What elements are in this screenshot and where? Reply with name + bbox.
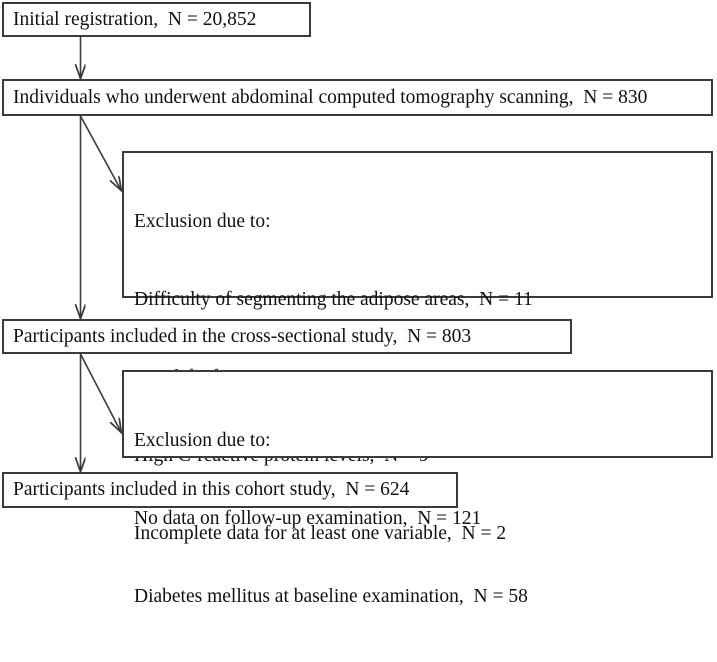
exclusion-1-heading: Exclusion due to: (134, 211, 271, 232)
connector-cross-sectional-to-exclusion-2 (81, 354, 122, 432)
node-abdominal-ct-scanning (2, 79, 713, 116)
connector-ct-to-exclusion-1 (81, 116, 122, 190)
exclusion-2-heading: Exclusion due to: (134, 430, 271, 451)
node-cohort-study-label: Participants included in this cohort study, N = 624 (13, 479, 410, 500)
node-abdominal-ct-scanning-label: Individuals who underwent abdominal computed tomography scanning, N = 830 (13, 86, 648, 108)
node-cross-sectional-study-label: Participants included in the cross-sectional study, N = 803 (13, 325, 472, 347)
node-initial-registration-label: Initial registration, N = 20,852 (13, 8, 257, 30)
exclusion-1-item-4: Incomplete data for at least one variable, N = 2 (134, 523, 507, 544)
node-cross-sectional-study (2, 319, 572, 354)
exclusion-2-item-2: Diabetes mellitus at baseline examination, N = 58 (134, 586, 528, 607)
exclusion-1-item-1: Difficulty of segmenting the adipose areas, N = 11 (134, 289, 533, 310)
node-cohort-study (2, 472, 458, 508)
node-initial-registration (2, 2, 311, 37)
exclusion-2-item-1: No data on follow-up examination, N = 121 (134, 508, 482, 529)
